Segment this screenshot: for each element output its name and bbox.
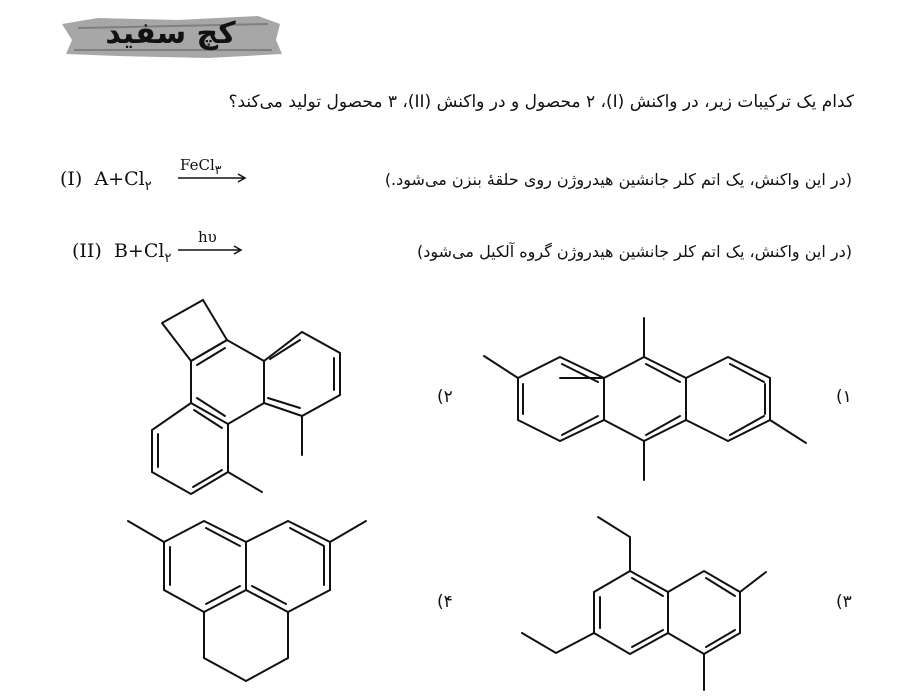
reaction-2	[72, 240, 171, 266]
option-1-number[interactable]: ۱)	[836, 387, 852, 407]
reaction-1-reagent-sub: ۲	[144, 178, 152, 194]
reaction-2-reagent-sub: ۲	[164, 250, 172, 266]
reaction-1-condition-sub: ۳	[214, 162, 222, 177]
reaction-1	[60, 168, 152, 194]
reaction-2-plus: +	[127, 240, 144, 262]
question-text: کدام یک ترکیبات زیر، در واکنش (I)، ۲ محصول و در واکنش (II)، ۳ محصول تولید می‌کند؟	[228, 92, 854, 112]
reaction-1-condition-text: FeCl	[180, 156, 215, 174]
reaction-2-arrow	[178, 244, 248, 256]
reaction-2-reactant: B	[113, 240, 128, 262]
reaction-2-note: (در این واکنش، یک اتم کلر جانشین هیدروژن گروه آلکیل می‌شود)	[417, 242, 852, 261]
reaction-1-reagent: Cl	[124, 168, 145, 190]
reaction-2-condition-text: hυ	[198, 228, 217, 246]
logo-text: کچ سفید	[105, 16, 236, 51]
reaction-1-note: (در این واکنش، یک اتم کلر جانشین هیدروژن روی حلقهٔ بنزن می‌شود.)	[384, 170, 852, 189]
reaction-1-arrow	[178, 172, 248, 184]
logo	[58, 10, 283, 62]
reaction-1-plus: +	[108, 168, 125, 190]
option-3-number[interactable]: ۳)	[836, 592, 852, 612]
option-2-number[interactable]: ۲)	[437, 387, 453, 407]
reaction-2-reagent: Cl	[143, 240, 165, 262]
option-4-number[interactable]: ۴)	[437, 592, 453, 612]
reaction-1-label: (I)	[60, 168, 83, 190]
reaction-1-reactant: A	[94, 168, 109, 190]
reaction-2-label: (II)	[72, 240, 102, 262]
